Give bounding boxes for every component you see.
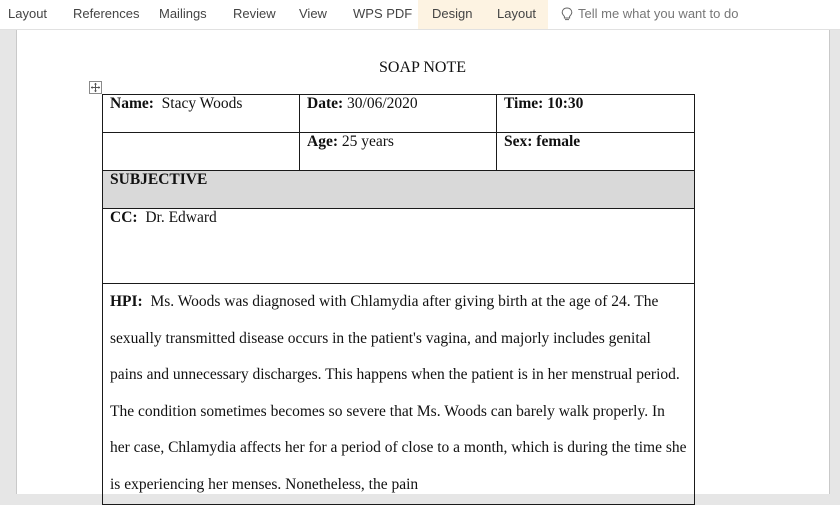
sex-cell[interactable] xyxy=(497,133,695,171)
ribbon-tab-bar xyxy=(0,0,840,30)
tab-view[interactable]: View xyxy=(299,6,327,21)
tab-table-design[interactable]: Design xyxy=(432,6,473,21)
cc-value: Dr. Edward xyxy=(145,209,217,226)
date-label: Date: xyxy=(307,95,344,112)
hpi-text: Ms. Woods was diagnosed with Chlamydia after giving birth at the age of 24. The sexually transmitted disease occurs in the patient's vagina, and majorly includes genital pains and unnecessary discharges. This happens when the patient is in her menstrual period. The condition sometimes becomes so severe that Ms. Woods can barely walk properly. In her case, Chlamydia affects her for a period of close to a month, which is during the time she is experiencing her menses. Nonetheless, the pain xyxy=(110,293,687,493)
subjective-heading-cell[interactable] xyxy=(103,171,695,209)
empty-cell[interactable] xyxy=(103,133,300,171)
lightbulb-icon xyxy=(561,7,573,22)
age-value: 25 years xyxy=(341,133,394,150)
tab-wps-pdf[interactable]: WPS PDF xyxy=(353,6,413,21)
tab-table-layout[interactable]: Layout xyxy=(497,6,537,21)
name-cell[interactable] xyxy=(103,95,300,133)
time-cell[interactable] xyxy=(497,95,695,133)
tab-mailings[interactable]: Mailings xyxy=(159,6,207,21)
move-arrows-icon xyxy=(90,82,101,93)
hpi-cell[interactable] xyxy=(103,284,695,505)
time-label: Time: 10:30 xyxy=(504,95,584,112)
subjective-heading: SUBJECTIVE xyxy=(110,171,208,188)
cc-cell[interactable] xyxy=(103,209,695,284)
name-value: Stacy Woods xyxy=(161,95,243,112)
tab-references[interactable]: References xyxy=(73,6,140,21)
tab-review[interactable]: Review xyxy=(233,6,276,21)
name-label: Name: xyxy=(110,95,154,112)
table-row xyxy=(103,95,695,133)
tell-me-placeholder: Tell me what you want to do xyxy=(578,6,739,21)
age-label: Age: xyxy=(307,133,338,150)
date-value: 30/06/2020 xyxy=(347,95,418,112)
soap-note-table xyxy=(102,94,695,505)
table-move-handle[interactable] xyxy=(89,81,102,94)
sex-label: Sex: female xyxy=(504,133,581,150)
table-row xyxy=(103,209,695,284)
cc-label: CC: xyxy=(110,209,138,226)
tab-layout[interactable]: Layout xyxy=(8,6,48,21)
table-row xyxy=(103,284,695,505)
tell-me-search[interactable] xyxy=(560,0,738,29)
table-row xyxy=(103,171,695,209)
hpi-label: HPI: xyxy=(110,293,143,310)
age-cell[interactable] xyxy=(300,133,497,171)
document-title: SOAP NOTE xyxy=(379,59,466,76)
date-cell[interactable] xyxy=(300,95,497,133)
table-row xyxy=(103,133,695,171)
